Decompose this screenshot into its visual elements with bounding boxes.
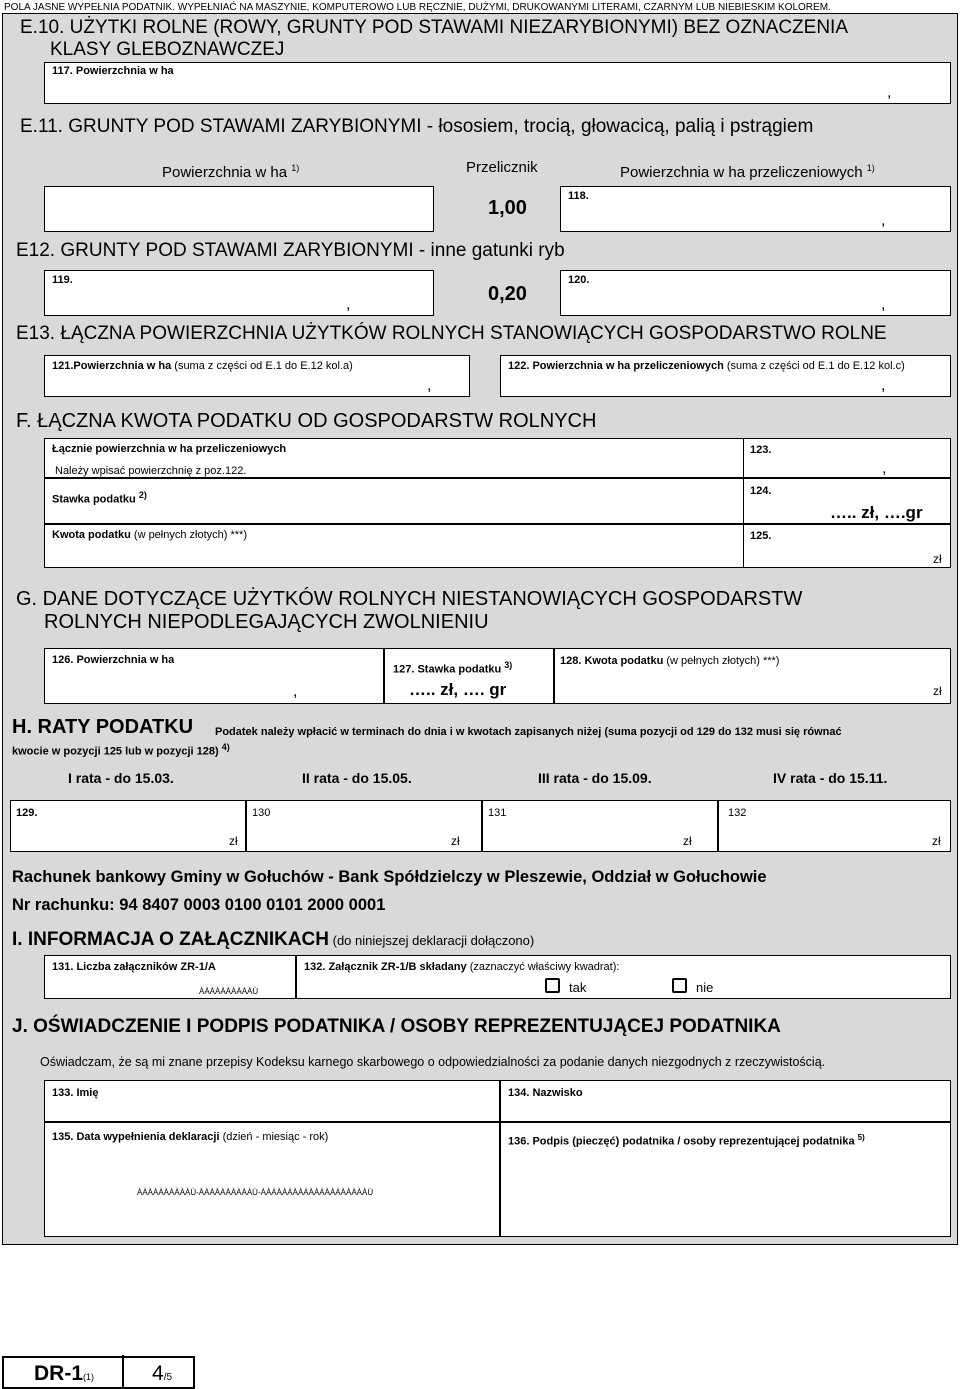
field-120[interactable] bbox=[560, 270, 951, 316]
f-row-area-label: Łącznie powierzchnia w ha przeliczeniowych bbox=[52, 443, 287, 455]
installments-header bbox=[10, 762, 951, 794]
j-title: J. OŚWIADCZENIE I PODPIS PODATNIKA / OSOBY REPREZENTUJĄCEJ PODATNIKA bbox=[12, 1016, 781, 1037]
field-121[interactable] bbox=[44, 355, 470, 397]
e12-title: E12. GRUNTY POD STAWAMI ZARYBIONYMI - inne gatunki ryb bbox=[16, 240, 565, 261]
e11-factor-cell bbox=[434, 186, 560, 232]
g-title-line2: ROLNYCH NIEPODLEGAJĄCYCH ZWOLNIENIU bbox=[44, 611, 489, 633]
currency-zl: zł bbox=[451, 834, 460, 848]
top-instruction: POLA JASNE WYPEŁNIA PODATNIK. WYPEŁNIAĆ NA MASZYNIE, KOMPUTEROWO LUB RĘCZNIE, DUŻYMI, DRUKOWANYMI LITERAMI, CZARNYM LUB NIEBIESKIM KOLOREM. bbox=[4, 2, 831, 13]
field-124[interactable] bbox=[743, 478, 951, 524]
option-nie-label: nie bbox=[696, 980, 714, 995]
checkbox-nie[interactable] bbox=[672, 978, 687, 993]
field-135[interactable] bbox=[44, 1122, 500, 1237]
f-row-amount-label: Kwota podatku (w pełnych złotych) ***) bbox=[52, 529, 247, 541]
e11-title: E.11. GRUNTY POD STAWAMI ZARYBIONYMI - łososiem, trocią, głowacicą, palią i pstrągiem bbox=[20, 116, 814, 137]
currency-zl: zł bbox=[933, 684, 942, 698]
field-132-label: 132. Załącznik ZR-1/B składany (zaznaczyć właściwy kwadrat): bbox=[304, 961, 620, 973]
field-133[interactable] bbox=[44, 1080, 500, 1122]
form-id-box bbox=[2, 1356, 195, 1389]
field-125[interactable] bbox=[743, 524, 951, 568]
field-132 bbox=[296, 955, 951, 999]
field-136-label: 136. Podpis (pieczęć) podatnika / osoby reprezentującej podatnika $^{5)}$ bbox=[508, 1133, 865, 1148]
field-127[interactable] bbox=[384, 648, 554, 704]
checkbox-tak[interactable] bbox=[545, 978, 560, 993]
field-118[interactable] bbox=[560, 186, 951, 232]
e11-factor-value: 1,00 bbox=[488, 197, 527, 219]
field-135-dots: ÀÀÀÀÀÀÀÀÀÀÙ-ÀÀÀÀÀÀÀÀÀÀÙ-ÀÀÀÀÀÀÀÀÀÀÀÀÀÀÀÀÀÀÀÀÙ bbox=[137, 1188, 374, 1197]
h-desc-line1: Podatek należy wpłacić w terminach do dnia i w kwotach zapisanych niżej (suma pozycji od 129 do 132 musi się równać bbox=[215, 726, 842, 738]
field-119-label: 119. bbox=[52, 274, 73, 286]
field-131-installment[interactable] bbox=[482, 800, 718, 852]
bank-account: Nr rachunku: 94 8407 0003 0100 0101 2000 0001 bbox=[12, 896, 386, 914]
field-121-label: 121.Powierzchnia w ha (suma z części od E.1 do E.12 kol.a) bbox=[52, 360, 353, 372]
field-122-label: 122. Powierzchnia w ha przeliczeniowych (suma z części od E.1 do E.12 kol.c) bbox=[508, 360, 905, 372]
installment-2-label: II rata - do 15.05. bbox=[302, 770, 412, 786]
e11-col-area: Powierzchnia w ha $^{1)}$ bbox=[162, 163, 300, 181]
h-desc-line2: kwocie w pozycji 125 lub w pozycji 128) $^{4)}$ bbox=[12, 742, 230, 758]
field-131-dots: ÀÀÀÀÀÀÀÀÀÀÙ bbox=[199, 987, 259, 996]
decimal-comma: , bbox=[882, 460, 887, 477]
field-127-label: 127. Stawka podatku $^{3)}$ bbox=[393, 660, 513, 676]
f-row-rate-label: Stawka podatku $^{2)}$ bbox=[52, 490, 147, 506]
field-130-label: 130 bbox=[252, 807, 271, 819]
field-125-label: 125. bbox=[750, 530, 772, 542]
field-132-installment[interactable] bbox=[718, 800, 951, 852]
field-120-label: 120. bbox=[568, 274, 590, 286]
decimal-comma: , bbox=[887, 84, 892, 101]
e12-factor-cell bbox=[434, 270, 560, 316]
decimal-comma: , bbox=[881, 296, 886, 313]
page-number: 4/5 bbox=[152, 1362, 173, 1385]
bank-info: Rachunek bankowy Gminy w Gołuchów - Bank Spółdzielczy w Pleszewie, Oddział w Gołuchowie bbox=[12, 868, 767, 886]
field-123-label: 123. bbox=[750, 444, 772, 456]
e10-title-line1: E.10. UŻYTKI ROLNE (ROWY, GRUNTY POD STAWAMI NIEZARYBIONYMI) BEZ OZNACZENIA bbox=[20, 17, 849, 38]
field-117[interactable] bbox=[44, 62, 951, 104]
e13-title: E13. ŁĄCZNA POWIERZCHNIA UŻYTKÓW ROLNYCH STANOWIĄCYCH GOSPODARSTWO ROLNE bbox=[16, 323, 887, 344]
form-id-divider bbox=[122, 1355, 124, 1388]
e11-col-converted: Powierzchnia w ha przeliczeniowych $^{1)}$ bbox=[620, 163, 875, 181]
field-131[interactable] bbox=[44, 955, 296, 999]
field-136[interactable] bbox=[500, 1122, 951, 1237]
decimal-comma: , bbox=[346, 296, 351, 313]
installment-3-label: III rata - do 15.09. bbox=[538, 770, 652, 786]
currency-zl: zł bbox=[229, 834, 238, 848]
decimal-comma: , bbox=[881, 212, 886, 229]
field-129[interactable] bbox=[10, 800, 246, 852]
field-131-installment-label: 131 bbox=[488, 807, 507, 819]
field-133-label: 133. Imię bbox=[52, 1087, 99, 1099]
f-title: F. ŁĄCZNA KWOTA PODATKU OD GOSPODARSTW ROLNYCH bbox=[16, 410, 597, 432]
decimal-comma: , bbox=[881, 377, 886, 394]
currency-zl: zł bbox=[933, 552, 942, 566]
g-rate-value: ….. zł, …. gr bbox=[409, 680, 507, 699]
e11-col-factor: Przelicznik bbox=[466, 159, 538, 176]
field-134-label: 134. Nazwisko bbox=[508, 1087, 583, 1099]
option-tak-label: tak bbox=[569, 980, 587, 995]
currency-zl: zł bbox=[683, 834, 692, 848]
installment-1-label: I rata - do 15.03. bbox=[68, 770, 174, 786]
j-statement: Oświadczam, że są mi znane przepisy Kodeksu karnego skarbowego o odpowiedzialności za podanie danych niezgodnych z rzeczywistością. bbox=[40, 1055, 826, 1069]
field-123[interactable] bbox=[743, 438, 951, 478]
form-code: DR-1(1) bbox=[34, 1362, 95, 1385]
currency-zl: zł bbox=[932, 834, 941, 848]
installment-4-label: IV rata - do 15.11. bbox=[773, 770, 888, 786]
e12-factor-value: 0,20 bbox=[488, 283, 527, 305]
field-124-label: 124. bbox=[750, 485, 772, 497]
field-128[interactable] bbox=[554, 648, 951, 704]
decimal-comma: , bbox=[293, 683, 298, 700]
field-131-label: 131. Liczba załączników ZR-1/A bbox=[52, 961, 216, 973]
field-130[interactable] bbox=[246, 800, 482, 852]
field-117-label: 117. Powierzchnia w ha bbox=[52, 65, 174, 77]
g-title-line1: G. DANE DOTYCZĄCE UŻYTKÓW ROLNYCH NIESTANOWIĄCYCH GOSPODARSTW bbox=[16, 588, 803, 610]
field-118-label: 118. bbox=[568, 190, 589, 202]
e11-area-input[interactable] bbox=[44, 186, 434, 232]
field-134[interactable] bbox=[500, 1080, 951, 1122]
field-126[interactable] bbox=[44, 648, 384, 704]
f-row-area-note: Należy wpisać powierzchnię z poz.122. bbox=[55, 465, 247, 477]
field-122[interactable] bbox=[500, 355, 951, 397]
field-132-installment-label: 132 bbox=[728, 807, 747, 819]
field-128-label: 128. Kwota podatku (w pełnych złotych) ***) bbox=[560, 655, 780, 667]
field-129-label: 129. bbox=[16, 807, 38, 819]
field-126-label: 126. Powierzchnia w ha bbox=[52, 654, 175, 666]
field-135-label: 135. Data wypełnienia deklaracji (dzień - miesiąc - rok) bbox=[52, 1131, 329, 1143]
f-rate-value: ….. zł, ….gr bbox=[830, 503, 923, 522]
decimal-comma: , bbox=[427, 377, 432, 394]
e10-title-line2: KLASY GLEBOZNAWCZEJ bbox=[50, 39, 285, 60]
i-title: I. INFORMACJA O ZAŁĄCZNIKACH (do niniejszej deklaracji dołączono) bbox=[12, 929, 535, 950]
h-title: H. RATY PODATKU bbox=[12, 716, 194, 738]
field-119[interactable] bbox=[44, 270, 434, 316]
